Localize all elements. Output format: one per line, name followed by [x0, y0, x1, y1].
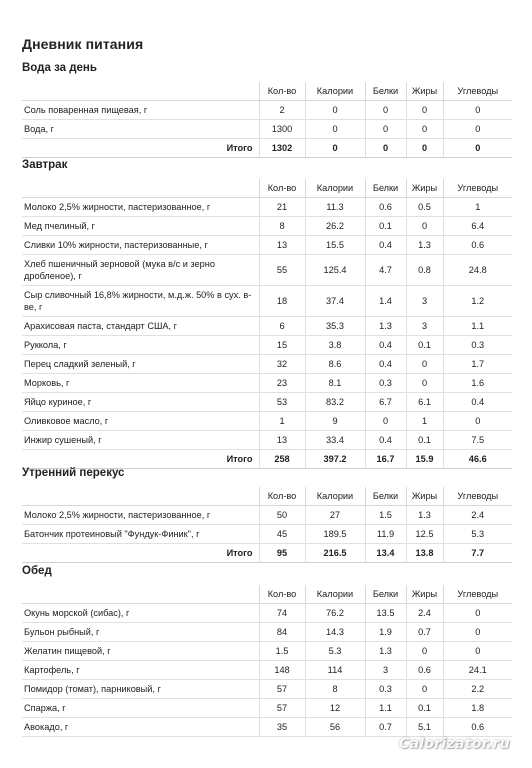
value-cell: 57 — [259, 680, 305, 699]
value-cell: 1 — [443, 198, 512, 217]
value-cell: 0 — [305, 101, 365, 120]
value-cell: 0.4 — [443, 393, 512, 412]
value-cell: 8.6 — [305, 355, 365, 374]
total-value: 0 — [443, 139, 512, 158]
total-label: Итого — [22, 544, 259, 563]
section-title: Обед — [22, 565, 52, 577]
value-cell: 53 — [259, 393, 305, 412]
food-name-cell: Сливки 10% жирности, пастеризованные, г — [22, 236, 259, 255]
value-cell: 1300 — [259, 120, 305, 139]
value-cell: 8 — [305, 680, 365, 699]
total-value: 1302 — [259, 139, 305, 158]
value-cell: 24.1 — [443, 661, 512, 680]
value-cell: 57 — [259, 699, 305, 718]
column-header: Белки — [365, 585, 406, 604]
total-label: Итого — [22, 450, 259, 469]
value-cell: 0 — [443, 642, 512, 661]
column-header: Белки — [365, 179, 406, 198]
value-cell: 0.6 — [443, 236, 512, 255]
value-cell: 11.9 — [365, 525, 406, 544]
value-cell: 3 — [406, 317, 443, 336]
value-cell: 114 — [305, 661, 365, 680]
value-cell: 56 — [305, 718, 365, 737]
header-empty-cell — [22, 82, 259, 101]
food-name-cell: Оливковое масло, г — [22, 412, 259, 431]
value-cell: 0 — [305, 120, 365, 139]
value-cell: 0.1 — [406, 336, 443, 355]
table-header-row — [22, 179, 512, 198]
value-cell: 0.1 — [406, 431, 443, 450]
table-row — [22, 355, 512, 374]
value-cell: 83.2 — [305, 393, 365, 412]
value-cell: 0.7 — [406, 623, 443, 642]
table-header-row — [22, 487, 512, 506]
column-header: Углеводы — [443, 179, 512, 198]
food-name-cell: Батончик протеиновый "Фундук-Финик", г — [22, 525, 259, 544]
food-name-cell: Хлеб пшеничный зерновой (мука в/с и зерно дробленое), г — [22, 255, 259, 286]
value-cell: 0 — [406, 642, 443, 661]
value-cell: 6 — [259, 317, 305, 336]
table-row — [22, 699, 512, 718]
value-cell: 55 — [259, 255, 305, 286]
column-header: Углеводы — [443, 487, 512, 506]
table-row — [22, 642, 512, 661]
value-cell: 33.4 — [305, 431, 365, 450]
value-cell: 26.2 — [305, 217, 365, 236]
value-cell: 2.4 — [443, 506, 512, 525]
value-cell: 148 — [259, 661, 305, 680]
food-name-cell: Картофель, г — [22, 661, 259, 680]
food-name-cell: Окунь морской (сибас), г — [22, 604, 259, 623]
food-name-cell: Соль поваренная пищевая, г — [22, 101, 259, 120]
value-cell: 0.3 — [443, 336, 512, 355]
column-header: Калории — [305, 179, 365, 198]
food-name-cell: Молоко 2,5% жирности, пастеризованное, г — [22, 506, 259, 525]
value-cell: 0 — [365, 101, 406, 120]
value-cell: 1.3 — [406, 506, 443, 525]
total-value: 95 — [259, 544, 305, 563]
column-header: Углеводы — [443, 585, 512, 604]
header-empty-cell — [22, 179, 259, 198]
table-row — [22, 101, 512, 120]
column-header: Углеводы — [443, 82, 512, 101]
column-header: Жиры — [406, 487, 443, 506]
site-watermark: Calorizator.ru — [398, 736, 510, 752]
section-title: Завтрак — [22, 159, 68, 171]
table-header-row — [22, 82, 512, 101]
table-row — [22, 286, 512, 317]
meal-section — [22, 60, 512, 158]
value-cell: 1 — [406, 412, 443, 431]
value-cell: 0 — [443, 604, 512, 623]
value-cell: 0 — [406, 355, 443, 374]
column-header: Калории — [305, 487, 365, 506]
value-cell: 0 — [443, 412, 512, 431]
value-cell: 45 — [259, 525, 305, 544]
table-row — [22, 623, 512, 642]
page-title: Дневник питания — [22, 36, 144, 52]
table-row — [22, 393, 512, 412]
value-cell: 12.5 — [406, 525, 443, 544]
value-cell: 27 — [305, 506, 365, 525]
value-cell: 3 — [365, 661, 406, 680]
value-cell: 3 — [406, 286, 443, 317]
table-row — [22, 255, 512, 286]
value-cell: 2 — [259, 101, 305, 120]
section-title: Вода за день — [22, 62, 97, 74]
value-cell: 84 — [259, 623, 305, 642]
nutrition-table — [22, 179, 512, 469]
meal-section — [22, 157, 512, 469]
value-cell: 0.6 — [365, 198, 406, 217]
meal-section — [22, 563, 512, 737]
value-cell: 1.9 — [365, 623, 406, 642]
value-cell: 18 — [259, 286, 305, 317]
total-value: 216.5 — [305, 544, 365, 563]
value-cell: 0 — [365, 412, 406, 431]
value-cell: 7.5 — [443, 431, 512, 450]
value-cell: 5.1 — [406, 718, 443, 737]
value-cell: 0 — [406, 217, 443, 236]
column-header: Калории — [305, 82, 365, 101]
value-cell: 125.4 — [305, 255, 365, 286]
column-header: Жиры — [406, 585, 443, 604]
value-cell: 0.4 — [365, 336, 406, 355]
column-header: Кол-во — [259, 585, 305, 604]
value-cell: 14.3 — [305, 623, 365, 642]
value-cell: 1.6 — [443, 374, 512, 393]
table-row — [22, 317, 512, 336]
column-header: Кол-во — [259, 179, 305, 198]
value-cell: 0.4 — [365, 236, 406, 255]
value-cell: 0.8 — [406, 255, 443, 286]
food-name-cell: Инжир сушеный, г — [22, 431, 259, 450]
value-cell: 21 — [259, 198, 305, 217]
value-cell: 1 — [259, 412, 305, 431]
table-row — [22, 604, 512, 623]
column-header: Кол-во — [259, 487, 305, 506]
value-cell: 8.1 — [305, 374, 365, 393]
header-empty-cell — [22, 585, 259, 604]
value-cell: 5.3 — [305, 642, 365, 661]
value-cell: 37.4 — [305, 286, 365, 317]
value-cell: 0.6 — [406, 661, 443, 680]
value-cell: 1.3 — [365, 642, 406, 661]
food-name-cell: Мед пчелиный, г — [22, 217, 259, 236]
meal-section — [22, 465, 512, 563]
table-header-row — [22, 585, 512, 604]
value-cell: 3.8 — [305, 336, 365, 355]
table-row — [22, 431, 512, 450]
value-cell: 0.1 — [365, 217, 406, 236]
value-cell: 0.5 — [406, 198, 443, 217]
food-name-cell: Морковь, г — [22, 374, 259, 393]
column-header: Жиры — [406, 82, 443, 101]
value-cell: 35 — [259, 718, 305, 737]
value-cell: 23 — [259, 374, 305, 393]
table-row — [22, 506, 512, 525]
value-cell: 1.3 — [365, 317, 406, 336]
value-cell: 0.1 — [406, 699, 443, 718]
food-name-cell: Авокадо, г — [22, 718, 259, 737]
value-cell: 12 — [305, 699, 365, 718]
table-row — [22, 198, 512, 217]
table-row — [22, 412, 512, 431]
total-value: 15.9 — [406, 450, 443, 469]
food-name-cell: Сыр сливочный 16,8% жирности, м.д.ж. 50% в сух. в-ве, г — [22, 286, 259, 317]
value-cell: 1.1 — [443, 317, 512, 336]
value-cell: 13 — [259, 431, 305, 450]
value-cell: 2.2 — [443, 680, 512, 699]
value-cell: 0.3 — [365, 680, 406, 699]
value-cell: 0.3 — [365, 374, 406, 393]
total-value: 7.7 — [443, 544, 512, 563]
section-title: Утренний перекус — [22, 467, 125, 479]
value-cell: 15 — [259, 336, 305, 355]
value-cell: 1.4 — [365, 286, 406, 317]
table-row — [22, 217, 512, 236]
food-name-cell: Помидор (томат), парниковый, г — [22, 680, 259, 699]
value-cell: 0.6 — [443, 718, 512, 737]
value-cell: 5.3 — [443, 525, 512, 544]
table-row — [22, 525, 512, 544]
total-value: 46.6 — [443, 450, 512, 469]
value-cell: 1.5 — [259, 642, 305, 661]
nutrition-table — [22, 585, 512, 737]
value-cell: 0 — [406, 680, 443, 699]
value-cell: 0 — [365, 120, 406, 139]
value-cell: 15.5 — [305, 236, 365, 255]
table-row — [22, 236, 512, 255]
table-row — [22, 120, 512, 139]
table-row — [22, 661, 512, 680]
value-cell: 0.4 — [365, 431, 406, 450]
value-cell: 0.7 — [365, 718, 406, 737]
column-header: Белки — [365, 82, 406, 101]
value-cell: 1.3 — [406, 236, 443, 255]
value-cell: 9 — [305, 412, 365, 431]
value-cell: 11.3 — [305, 198, 365, 217]
value-cell: 32 — [259, 355, 305, 374]
total-value: 13.4 — [365, 544, 406, 563]
value-cell: 0 — [406, 101, 443, 120]
value-cell: 2.4 — [406, 604, 443, 623]
food-name-cell: Перец сладкий зеленый, г — [22, 355, 259, 374]
table-row — [22, 718, 512, 737]
total-value: 258 — [259, 450, 305, 469]
food-name-cell: Арахисовая паста, стандарт США, г — [22, 317, 259, 336]
value-cell: 76.2 — [305, 604, 365, 623]
value-cell: 0.4 — [365, 355, 406, 374]
value-cell: 0 — [443, 101, 512, 120]
food-name-cell: Вода, г — [22, 120, 259, 139]
value-cell: 1.7 — [443, 355, 512, 374]
value-cell: 1.5 — [365, 506, 406, 525]
food-name-cell: Бульон рыбный, г — [22, 623, 259, 642]
total-row — [22, 544, 512, 563]
table-row — [22, 680, 512, 699]
header-empty-cell — [22, 487, 259, 506]
total-value: 13.8 — [406, 544, 443, 563]
total-value: 16.7 — [365, 450, 406, 469]
column-header: Жиры — [406, 179, 443, 198]
total-label: Итого — [22, 139, 259, 158]
food-name-cell: Спаржа, г — [22, 699, 259, 718]
value-cell: 4.7 — [365, 255, 406, 286]
value-cell: 189.5 — [305, 525, 365, 544]
value-cell: 8 — [259, 217, 305, 236]
column-header: Кол-во — [259, 82, 305, 101]
value-cell: 1.1 — [365, 699, 406, 718]
total-value: 0 — [305, 139, 365, 158]
value-cell: 1.8 — [443, 699, 512, 718]
value-cell: 6.7 — [365, 393, 406, 412]
table-row — [22, 336, 512, 355]
value-cell: 0 — [443, 120, 512, 139]
value-cell: 24.8 — [443, 255, 512, 286]
value-cell: 6.1 — [406, 393, 443, 412]
total-value: 0 — [365, 139, 406, 158]
value-cell: 35.3 — [305, 317, 365, 336]
value-cell: 0 — [406, 120, 443, 139]
nutrition-table — [22, 82, 512, 158]
food-name-cell: Желатин пищевой, г — [22, 642, 259, 661]
value-cell: 1.2 — [443, 286, 512, 317]
value-cell: 0 — [443, 623, 512, 642]
food-name-cell: Молоко 2,5% жирности, пастеризованное, г — [22, 198, 259, 217]
total-row — [22, 139, 512, 158]
food-name-cell: Руккола, г — [22, 336, 259, 355]
food-name-cell: Яйцо куриное, г — [22, 393, 259, 412]
value-cell: 13.5 — [365, 604, 406, 623]
column-header: Белки — [365, 487, 406, 506]
table-row — [22, 374, 512, 393]
value-cell: 6.4 — [443, 217, 512, 236]
total-value: 397.2 — [305, 450, 365, 469]
column-header: Калории — [305, 585, 365, 604]
value-cell: 0 — [406, 374, 443, 393]
value-cell: 50 — [259, 506, 305, 525]
nutrition-table — [22, 487, 512, 563]
total-value: 0 — [406, 139, 443, 158]
value-cell: 13 — [259, 236, 305, 255]
value-cell: 74 — [259, 604, 305, 623]
